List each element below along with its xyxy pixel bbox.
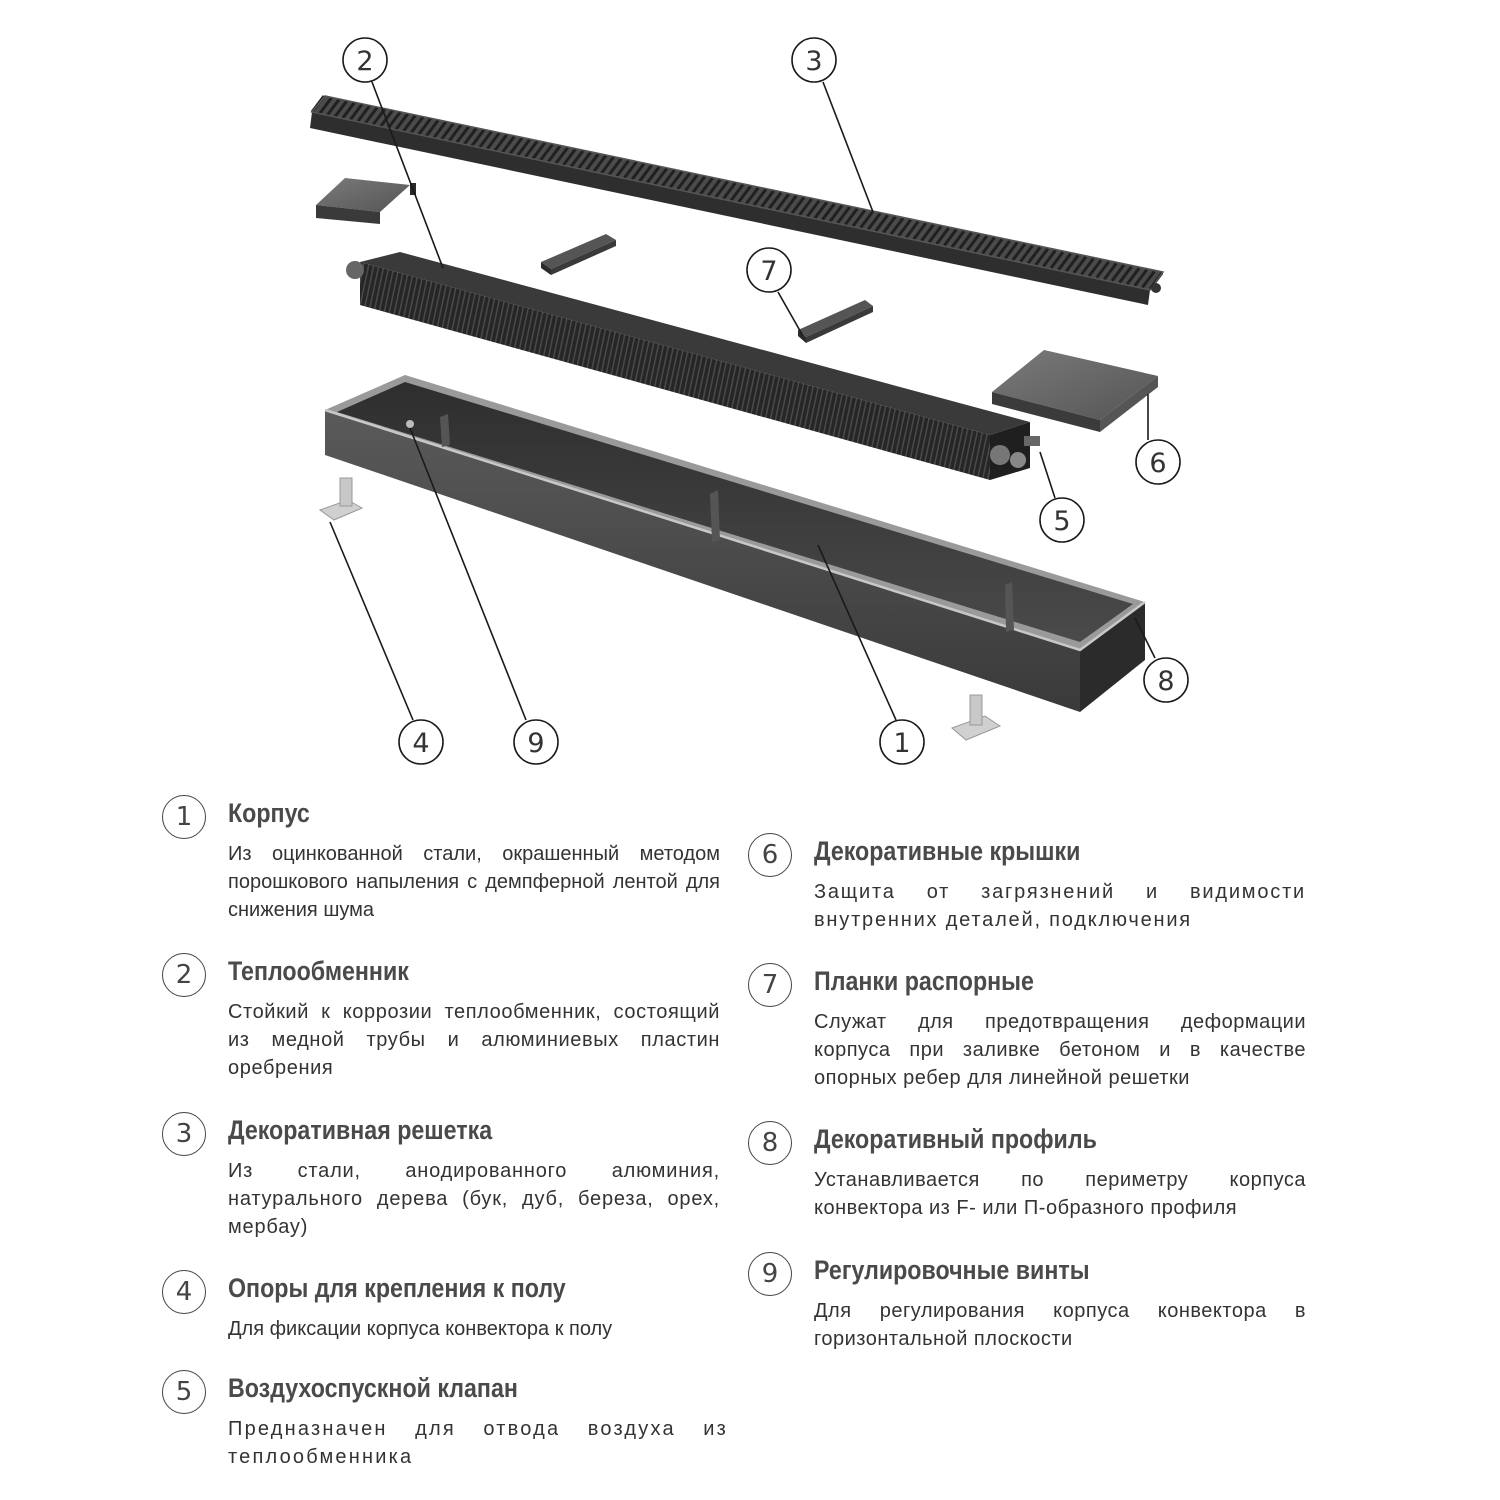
svg-text:6: 6: [1149, 448, 1167, 479]
legend-title-1: Корпус: [228, 798, 310, 828]
callout-5: [1040, 498, 1084, 542]
callout-8: [1144, 658, 1188, 702]
decorative-cover-left: [316, 178, 416, 224]
callout-6: [1136, 440, 1180, 484]
legend-desc-8: Устанавливается по периметру корпуса конвектора из F- или П-образного профиля: [814, 1169, 1306, 1219]
legend-desc-1: Из оцинкованной стали, окрашенный методом порошкового напыления с демпферной лентой для снижения шума: [228, 843, 720, 921]
spacer-bar-top: [541, 234, 616, 275]
legend-desc-9: Для регулирования корпуса конвектора в горизонтальной плоскости: [814, 1300, 1306, 1350]
legend-number-9: 9: [748, 1252, 792, 1296]
legend-number-5: 5: [162, 1370, 206, 1414]
legend-title-7: Планки распорные: [814, 966, 1034, 996]
callout-9: [514, 720, 558, 764]
legend-number-4: 4: [162, 1270, 206, 1314]
svg-text:2: 2: [356, 46, 374, 77]
svg-text:3: 3: [805, 46, 823, 77]
legend-title-4: Опоры для крепления к полу: [228, 1273, 566, 1303]
legend-title-6: Декоративные крышки: [814, 836, 1081, 866]
legend-number-8: 8: [748, 1121, 792, 1165]
svg-text:5: 5: [1053, 506, 1071, 537]
legend-desc-5: Предназначен для отвода воздуха из теплообменника: [228, 1418, 728, 1468]
legend-title-3: Декоративная решетка: [228, 1115, 493, 1145]
legend-title-2: Теплообменник: [228, 956, 409, 986]
svg-text:8: 8: [1157, 666, 1175, 697]
floor-support-right: [952, 695, 1000, 740]
legend-desc-7: Служат для предотвращения деформации корпуса при заливке бетоном и в качестве опорных ребер для линейной решетки: [814, 1011, 1306, 1089]
svg-text:1: 1: [893, 728, 911, 759]
spacer-bar-bottom: [798, 300, 873, 343]
callout-3: [792, 38, 836, 82]
legend-number-6: 6: [748, 833, 792, 877]
floor-support-left: [320, 478, 362, 520]
legend-desc-2: Стойкий к коррозии теплообменник, состоящий из медной трубы и алюминиевых пластин оребрения: [228, 1001, 720, 1079]
legend-title-5: Воздухоспускной клапан: [228, 1373, 518, 1403]
legend-number-3: 3: [162, 1112, 206, 1156]
svg-text:7: 7: [760, 256, 778, 287]
callout-1: [880, 720, 924, 764]
legend-title-9: Регулировочные винты: [814, 1255, 1090, 1285]
svg-text:9: 9: [527, 728, 545, 759]
legend-desc-3: Из стали, анодированного алюминия, натурального дерева (бук, дуб, береза, орех, мербау): [228, 1160, 720, 1238]
legend-number-1: 1: [162, 795, 206, 839]
callout-7: [747, 248, 791, 292]
legend-number-7: 7: [748, 963, 792, 1007]
svg-text:4: 4: [412, 728, 430, 759]
legend-title-8: Декоративный профиль: [814, 1124, 1097, 1154]
callout-4: [399, 720, 443, 764]
legend-desc-6: Защита от загрязнений и видимости внутренних деталей, подключения: [814, 881, 1306, 931]
legend-desc-4: Для фиксации корпуса конвектора к полу: [228, 1318, 613, 1340]
legend-number-2: 2: [162, 953, 206, 997]
callout-2: [343, 38, 387, 82]
